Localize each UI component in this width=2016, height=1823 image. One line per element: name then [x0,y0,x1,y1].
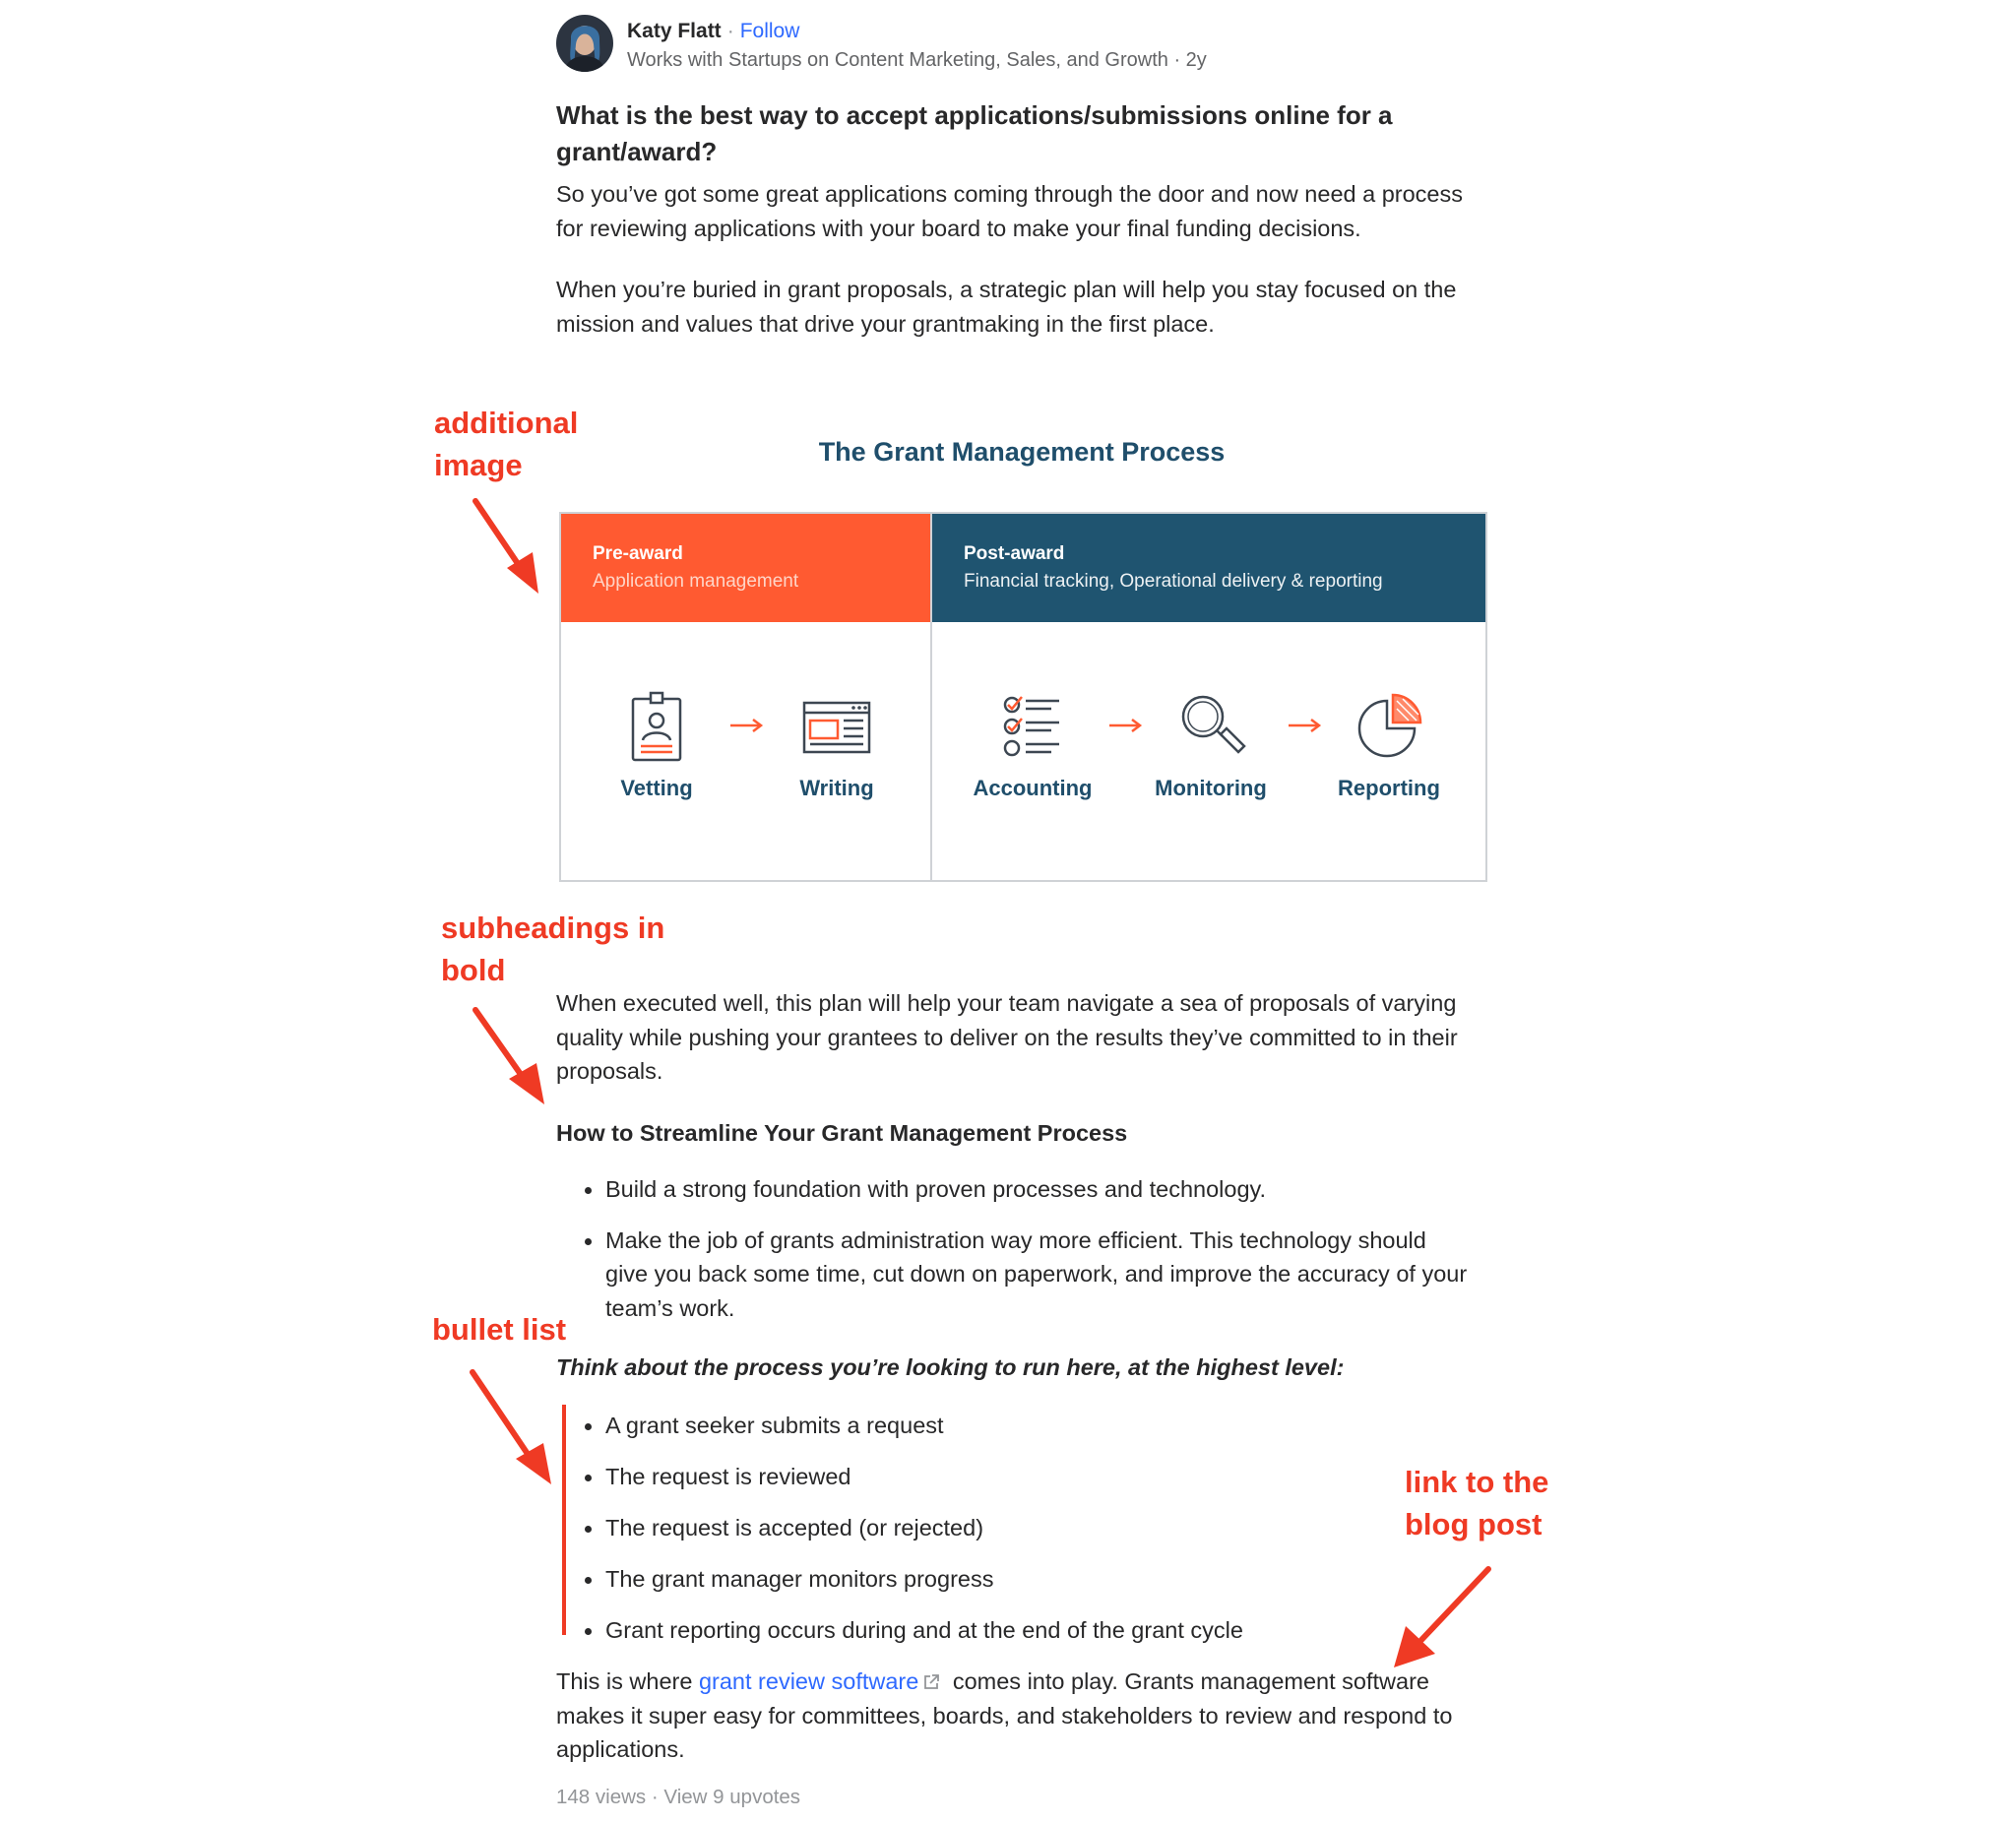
pre-award-title: Pre-award [593,543,683,564]
separator-dot: · [726,20,734,42]
list-item: The grant manager monitors progress [556,1562,1472,1613]
post-award-column [932,514,1485,880]
annotation-arrow-icon [1388,1563,1496,1673]
annotation-line: subheadings in [441,911,665,945]
figure-box [559,512,1487,882]
stats-separator: · [651,1786,659,1808]
annotation-line: blog post [1405,1507,1543,1541]
answer-post [556,12,1472,341]
question-title[interactable]: What is the best way to accept applications/submissions online for a grant/award? [556,100,1393,166]
grant-review-software-link[interactable]: grant review software [698,1668,919,1694]
list-item: Build a strong foundation with proven processes and technology. [556,1172,1472,1207]
pre-award-subtitle: Application management [593,571,799,592]
annotation-line: link to the [1405,1465,1549,1499]
post-award-steps [932,622,1485,882]
figure-title: The Grant Management Process [818,437,1226,467]
view-count: 148 views [556,1786,647,1808]
list-item: Grant reporting occurs during and at the end of the grant cycle [556,1613,1472,1665]
pie-chart-icon [1354,691,1424,762]
checklist-icon [1002,691,1063,762]
annotation-line: bold [441,953,506,987]
pre-award-column [561,514,932,880]
external-link-icon[interactable] [922,1673,940,1691]
bullet-list-1 [556,1172,1472,1325]
step-label-writing: Writing [799,776,874,800]
step-label-accounting: Accounting [973,776,1093,800]
step-label-monitoring: Monitoring [1155,776,1267,800]
post-award-subtitle: Financial tracking, Operational delivery & reporting [964,571,1383,592]
closing-text-before: This is where [556,1668,699,1694]
step-label-reporting: Reporting [1338,776,1440,800]
paragraph-2: When you’re buried in grant proposals, a strategic plan will help you stay focused on the mission and values that drive your grantmaking in the first place. [556,277,1457,337]
post-award-title: Post-award [964,543,1065,564]
step-label-vetting: Vetting [620,776,693,800]
author-name[interactable]: Katy Flatt [627,20,722,42]
arrow-right-icon [728,719,764,732]
magnifier-icon [1175,691,1246,762]
paragraph-1: So you’ve got some great applications coming through the door and now need a process for reviewing applications with your board to make your final funding decisions. [556,181,1463,241]
annotation-bullet-list [432,1308,566,1351]
author-line [627,18,1207,45]
document-window-icon [802,691,871,762]
list-item: The request is accepted (or rejected) [556,1511,1472,1562]
list-item: Make the job of grants administration way more efficient. This technology should give you back some time, cut down on paperwork, and improve the accuracy of your team’s work. [556,1224,1472,1326]
annotation-arrow-icon [468,495,546,598]
annotation-arrow-icon [465,1366,558,1489]
italic-bold-line: Think about the process you’re looking to run here, at the highest level: [556,1354,1345,1380]
list-item: A grant seeker submits a request [556,1409,1472,1460]
grant-process-image[interactable] [556,423,1487,882]
list-item: The request is reviewed [556,1460,1472,1511]
step-vetting [583,691,730,801]
follow-button[interactable]: Follow [739,20,800,42]
annotation-arrow-icon [468,1004,551,1107]
annotation-subheadings [441,907,664,991]
id-badge-icon [629,691,684,762]
post-stats [556,1784,800,1811]
step-monitoring [1137,691,1285,801]
pre-award-header [561,514,930,622]
annotation-additional-image [434,402,578,486]
bullet-list-2 [556,1409,1472,1665]
post-award-header [932,514,1485,622]
annotation-line: bullet list [432,1312,567,1347]
step-writing [763,691,911,801]
author-header [556,12,1472,81]
step-reporting [1315,691,1463,801]
paragraph-3: When executed well, this plan will help your team navigate a sea of proposals of varying quality while pushing your grantees to deliver on the results they’ve committed to in their proposals. [556,990,1458,1085]
step-accounting [959,691,1106,801]
closing-paragraph [556,1665,1472,1767]
author-avatar[interactable] [556,15,613,72]
author-meta [627,12,1207,75]
pre-award-steps [561,622,930,882]
annotation-line: image [434,448,523,482]
closing-text-after: comes into play. Grants management software makes it super easy for committees, boards, and stakeholders to review and respond to applications. [556,1668,1453,1763]
view-upvotes-link[interactable]: View 9 upvotes [663,1786,801,1808]
annotation-link [1405,1461,1548,1545]
annotation-line: additional [434,406,579,440]
author-credential: Works with Startups on Content Marketing, Sales, and Growth · 2y [627,49,1207,71]
subheading: How to Streamline Your Grant Management Process [556,1120,1128,1146]
